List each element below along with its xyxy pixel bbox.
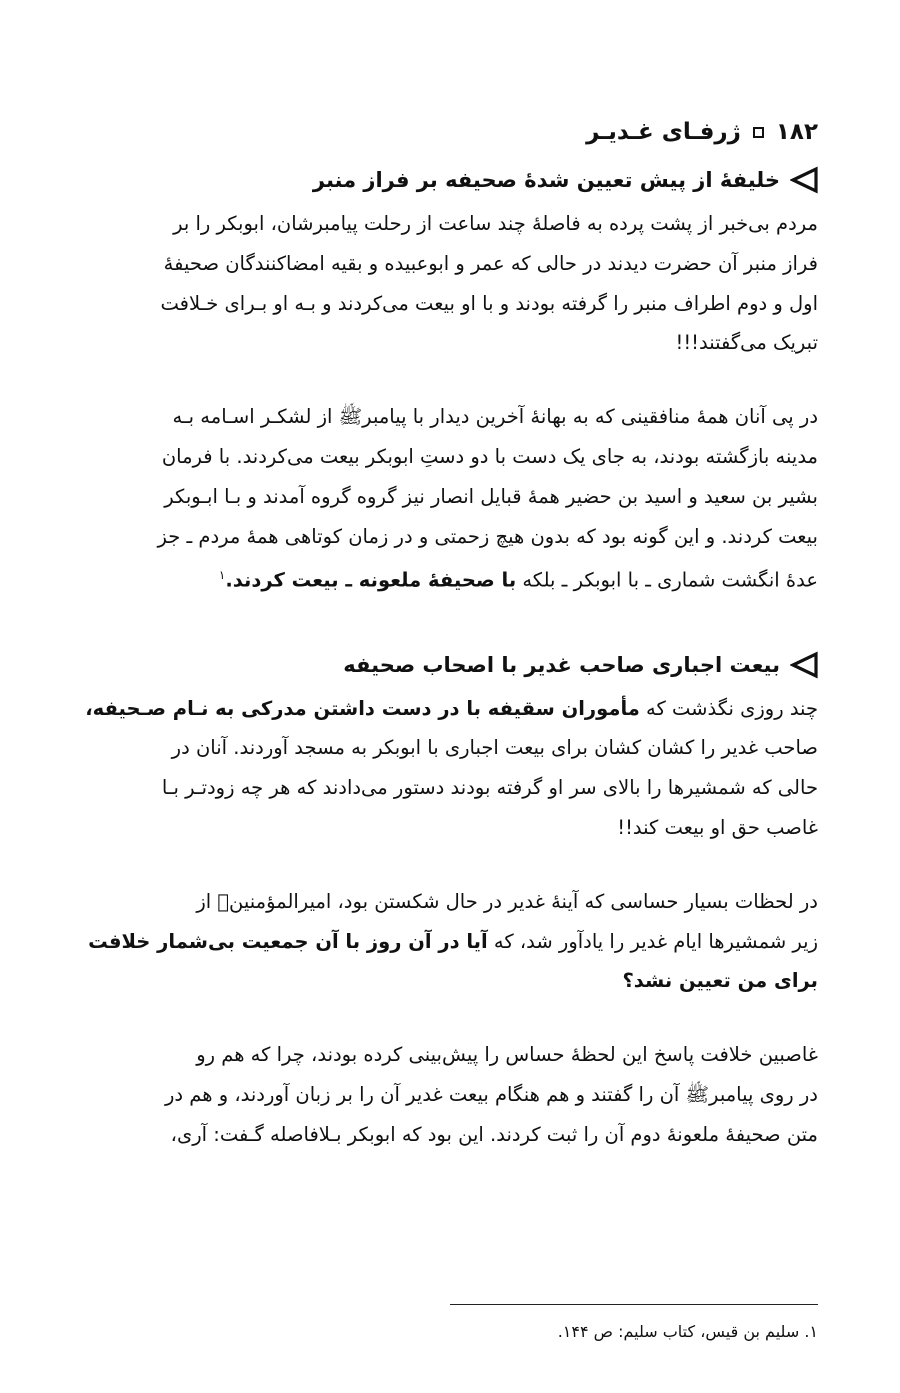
paragraph-line: در روی پیامبرﷺ آن را گفتند و هم هنگام بیعت غدیر آن را بر زبان آوردند، و هم در [164,1083,818,1107]
paragraph-5 [82,1035,818,1154]
paragraph-text: عدهٔ انگشت شماری ـ با ابوبکر ـ بلکه [516,568,818,592]
paragraph-line: بیعت کردند. و این گونه بود که بدون هیچ زحمتی و در زمان کوتاهی همهٔ مردم ـ جز [157,524,818,548]
bold-text: برای من تعیین نشد؟ [622,969,818,993]
paragraph-text: چند روزی نگذشت که [639,696,818,720]
paragraph-line: مدینه بازگشته بودند، به جای یک دست با دو دستِ ابوبکر بیعت می‌کردند. با فرمان [161,444,818,468]
paragraph-line: مردم بی‌خبر از پشت پرده به فاصلهٔ چند ساعت از رحلت پیامبرشان، ابوبکر را بر [173,212,818,235]
paragraph-line: غاصب حق او بیعت کند!! [617,816,818,840]
paragraph-line: تبریک می‌گفتند!!! [675,331,818,355]
paragraph-line [82,556,818,600]
paragraph-text: زیر شمشیرها ایام غدیر را یادآور شد، که [487,929,818,953]
paragraph-line: اول و دوم اطراف منبر را گرفته بودند و با او بیعت می‌کردند و بـه او بـرای خـلافت [160,291,818,315]
footnote: ۱. سلیم بن قیس، کتاب سلیم: ص ۱۴۴. [557,1322,818,1341]
paragraph-line: در لحظات بسیار حساسی که آینهٔ غدیر در حال شکستن بود، امیرالمؤمنینؑ از [196,889,818,913]
paragraph-line: در پی آنان همهٔ منافقینی که به بهانهٔ آخرین دیدار با پیامبرﷺ از لشکـر اسـامه بـه [172,405,818,429]
paragraph-line: متن صحیفهٔ ملعونهٔ دوم آن را ثبت کردند. این بود که ابوبکر بـلافاصله گـفت: آری، [170,1122,818,1146]
section-heading-1-text: خلیفهٔ از پیش تعیین شدهٔ صحیفه بر فراز منبر [312,168,780,192]
page-number: ۱۸۲ [775,119,818,145]
paragraph-line: بشیر بن سعید و اسید بن حضیر همهٔ قبایل انصار نیز گروه گروه آمدند و بـا ابـوبکر [164,484,818,508]
section-heading-1 [82,156,818,204]
bold-text: آیا در آن روز با آن جمعیت بی‌شمار خلافت [88,929,488,953]
bold-text: با صحیفهٔ ملعونه ـ بیعت کردند. [225,568,517,592]
book-title: ژرفـای غـدیـر [586,119,741,145]
paragraph-line [82,689,818,729]
paragraph-line: غاصبین خلافت پاسخ این لحظهٔ حساس را پیش‌بینی کرده بودند، چرا که هم رو [196,1043,818,1067]
section-heading-2-text: بیعت اجباری صاحب غدیر با اصحاب صحیفه [343,652,780,677]
paragraph-2 [82,397,818,600]
triangle-outline-icon [790,651,818,679]
square-outline-icon [753,127,764,138]
paragraph-line [82,922,818,962]
bold-text: مأموران سقیفه با در دست داشتن مدرکی به نـام صـحیفه، [85,696,640,720]
running-header [82,112,818,152]
paragraph-line: صاحب غدیر را کشان کشان برای بیعت اجباری با ابوبکر به مسجد آوردند. آنان در [171,736,818,760]
paragraph-3 [82,689,818,848]
paragraph-1 [82,204,818,363]
footnote-ref: ۱ [218,568,226,583]
paragraph-line: حالی که شمشیرها را بالای سر او گرفته بودند دستور می‌دادند که هر چه زودتـر بـا [161,776,818,800]
paragraph-4 [82,882,818,1001]
book-page [82,112,818,1155]
footnote-divider [450,1304,818,1305]
section-heading-2 [82,641,818,689]
triangle-outline-icon [790,166,818,194]
paragraph-line: فراز منبر آن حضرت دیدند در حالی که عمر و ابوعبیده و بقیه امضاکنندگان صحیفهٔ [163,251,818,275]
paragraph-line [82,961,818,1001]
